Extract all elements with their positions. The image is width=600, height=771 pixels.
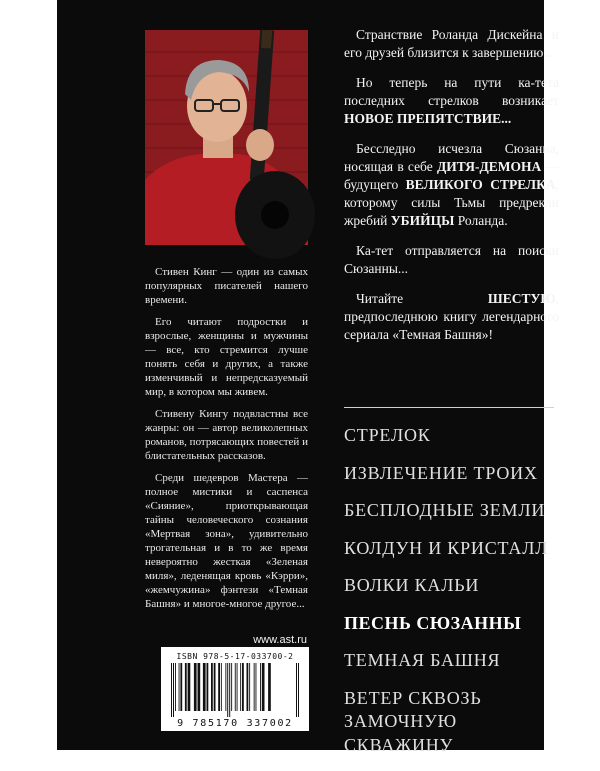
blurb-paragraph — [344, 290, 559, 344]
series-title: ВОЛКИ КАЛЬИ — [344, 575, 480, 595]
barcode-bar — [207, 663, 209, 711]
bio-paragraph: Стивен Кинг — один из самых популярных писателей нашего времени. — [145, 266, 308, 306]
divider — [344, 407, 554, 408]
blurb-text: Роланда. — [454, 213, 508, 228]
barcode-bar — [198, 663, 201, 711]
blurb-emphasis: ШЕСТУЮ — [487, 291, 556, 306]
barcode-bar — [229, 663, 230, 717]
blurb-text: , которому силы Тьмы предрекли жребий — [344, 177, 559, 228]
publisher-website[interactable]: www.ast.ru — [253, 634, 307, 646]
barcode-bar — [256, 663, 257, 711]
barcode-bar — [185, 663, 187, 711]
barcode-bar — [203, 663, 206, 711]
barcode-bar — [179, 663, 180, 711]
blurb-paragraph — [344, 74, 559, 128]
series-title: ТЕМНАЯ БАШНЯ — [344, 650, 501, 670]
barcode-bar — [247, 663, 249, 711]
barcode-bar — [268, 663, 271, 711]
barcode-bar — [242, 663, 244, 711]
barcode-bar — [240, 663, 241, 711]
barcode-bar — [194, 663, 197, 711]
barcode-bar — [175, 663, 176, 711]
series-title-current: ПЕСНЬ СЮЗАННЫ — [344, 612, 522, 633]
barcode-bar — [254, 663, 255, 711]
back-cover — [57, 0, 559, 755]
bio-paragraph: Стивену Кингу подвластны все жанры: он — автор великолепных романов, потрясающих повестей и блистательных рассказов. — [145, 408, 308, 462]
blurb-text: , предпоследнюю книгу легендарного сериала «Темная Башня»! — [344, 291, 559, 342]
barcode-bar — [298, 663, 299, 717]
barcode-bar — [214, 663, 216, 711]
barcode-bar — [180, 663, 182, 711]
barcode-bar — [260, 663, 261, 711]
barcode-bar — [237, 663, 238, 711]
barcode-bar — [231, 663, 232, 711]
series-title: КОЛДУН И КРИСТАЛЛ — [344, 537, 549, 558]
blurb-paragraph — [344, 140, 559, 230]
blurb-paragraph: Ка-тет отправляется на поиски Сюзанны... — [344, 243, 559, 276]
barcode-bar — [173, 663, 174, 717]
barcode-bar — [227, 663, 228, 717]
barcode-digits: 9 785170 337002 — [177, 718, 293, 729]
author-bio — [145, 265, 308, 619]
bio-paragraph: Среди шедевров Мастера — полное мистики и саспенса «Сияние», приоткрывающая тайны человеческого сознания «Мертвая зона», удивительно трогательная и в то же время невероятно жесткая «Зеленая миля», леденящая кровь «Кэрри», «жемчужина» фэнтези «Темная Башня» и многое-многое другое... — [145, 472, 308, 610]
blurb-text: — будущего — [344, 159, 559, 192]
barcode-icon — [169, 663, 301, 717]
author-photo-illustration — [145, 30, 308, 245]
barcode-bar — [262, 663, 265, 711]
barcode-bar — [235, 663, 236, 711]
barcode-bar — [249, 663, 250, 711]
barcode-panel — [161, 647, 309, 731]
series-title: СТРЕЛОК — [344, 425, 431, 445]
series-title: ВЕТЕР СКВОЗЬ ЗАМОЧНУЮ СКВАЖИНУ — [344, 687, 482, 755]
blurb-emphasis: УБИЙЦЫ — [390, 213, 455, 228]
blurb-emphasis: ВЕЛИКОГО СТРЕЛКА — [405, 177, 556, 192]
author-photo — [145, 30, 308, 245]
barcode-bar — [188, 663, 191, 711]
blurb-text: Читайте — [356, 291, 488, 306]
barcode-bar — [221, 663, 222, 711]
series-title-list — [344, 424, 569, 771]
blurb-text: Бесследно исчезла Сюзанна, носящая в себе — [344, 141, 559, 174]
book-blurb — [344, 26, 559, 356]
blurb-emphasis: НОВОЕ ПРЕПЯТСТВИЕ... — [344, 111, 512, 126]
barcode-bar — [218, 663, 220, 711]
isbn-label: ISBN 978-5-17-033700-2 — [176, 652, 294, 661]
series-title: ИЗВЛЕЧЕНИЕ ТРОИХ — [344, 462, 538, 483]
series-title: БЕСПЛОДНЫЕ ЗЕМЛИ — [344, 500, 546, 520]
barcode-bar — [211, 663, 213, 711]
blurb-paragraph: Странствие Роланда Дискейна и его друзей близится к завершению... — [344, 27, 559, 60]
barcode-bar — [225, 663, 226, 711]
barcode-bar — [296, 663, 297, 717]
barcode-bar — [171, 663, 172, 717]
bio-paragraph: Его читают подростки и взрослые, женщины и мужчины — все, кто стремится лучше понять себя и других, а также изменчивый и непредсказуемый мир, в котором мы живем. — [145, 316, 308, 398]
blurb-emphasis: ДИТЯ-ДЕМОНА — [436, 159, 542, 174]
blurb-text: Но теперь на пути ка-тета последних стрелков возникает — [344, 75, 559, 108]
